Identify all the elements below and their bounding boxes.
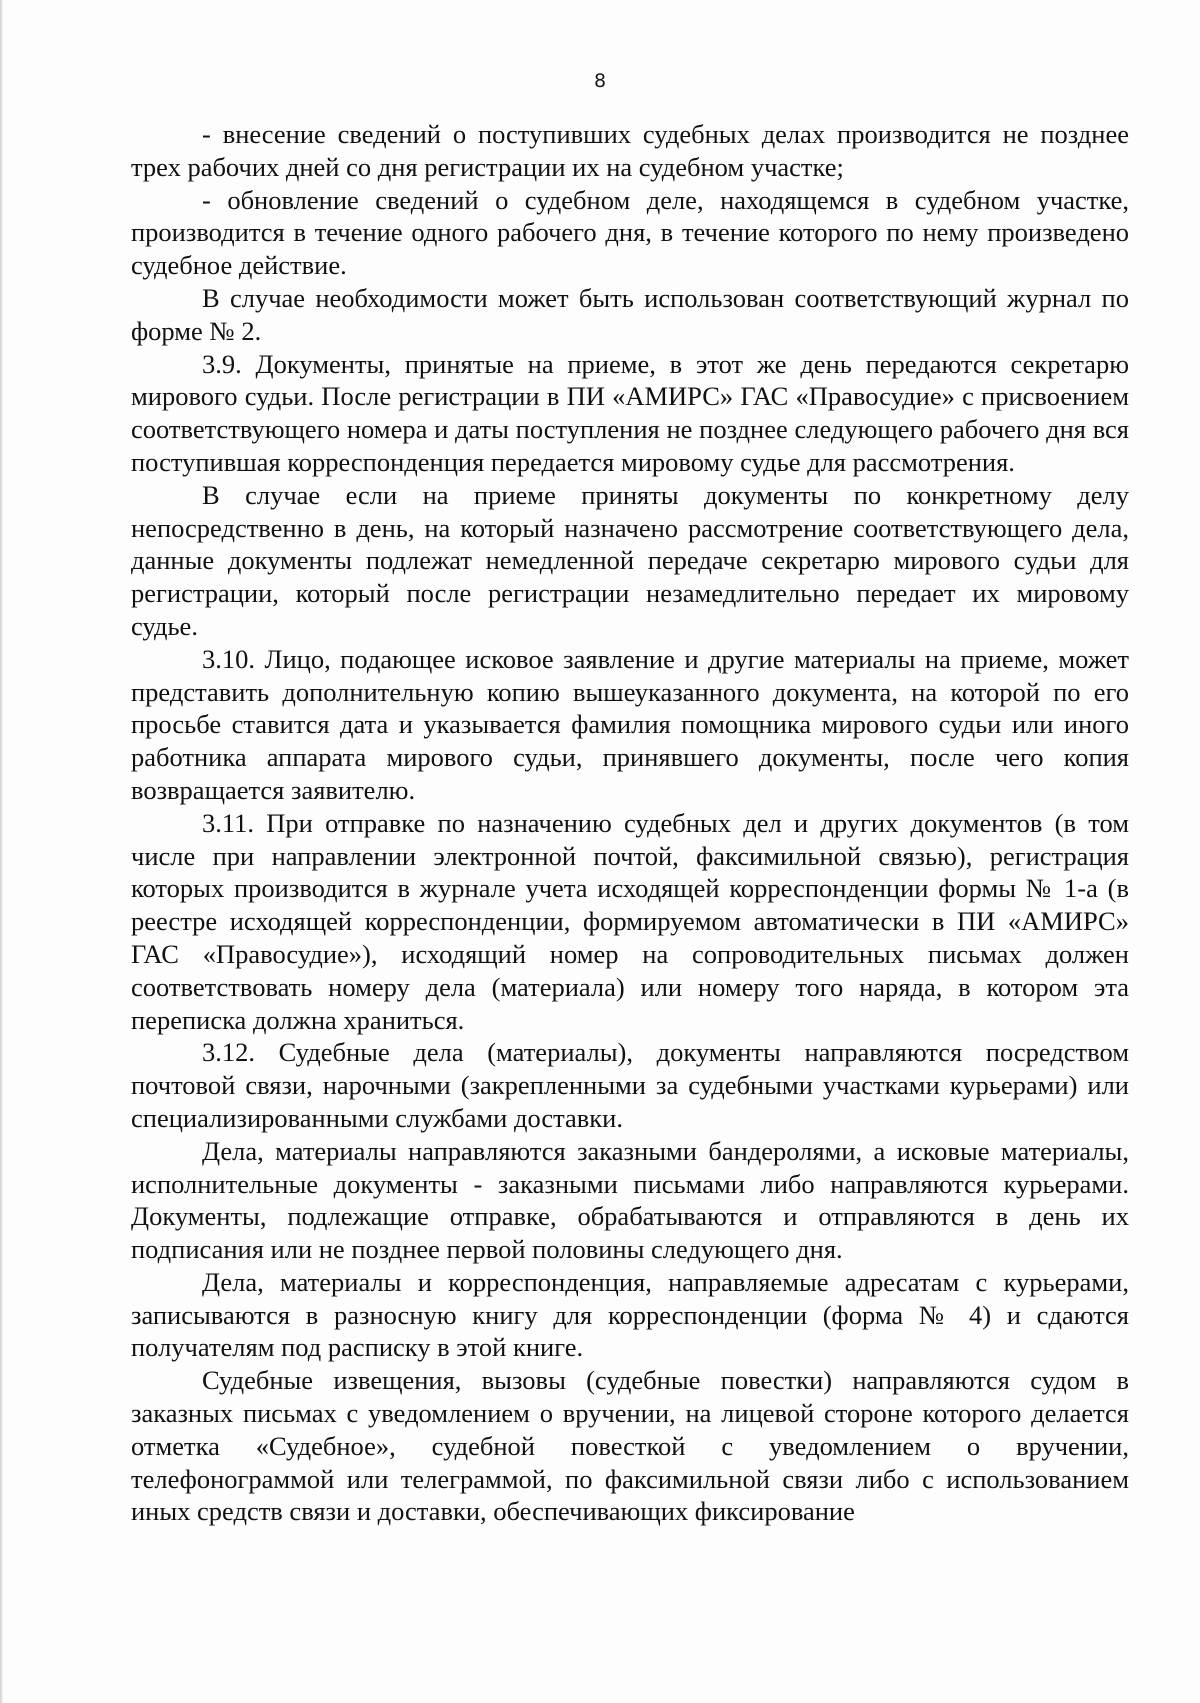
paragraph-section-3-12: 3.12. Судебные дела (материалы), документы направляются посредством почтовой связи, нарочными (закрепленными за судебными участками курьерами) или специализированными службами доставки. xyxy=(131,1037,1129,1133)
paragraph-section-3-10: 3.10. Лицо, подающее исковое заявление и другие материалы на приеме, может представить дополнительную копию вышеуказанного документа, на которой по его просьбе ставится дата и указывается фамилия помощника мирового судьи или иного работника аппарата мирового судьи, принявшего документы, после чего копия возвращается заявителю. xyxy=(131,643,1129,805)
page-number: 8 xyxy=(593,70,607,92)
paragraph-journal-form-2: В случае необходимости может быть использован соответствующий журнал по форме № 2. xyxy=(131,282,1129,346)
body-text xyxy=(131,118,1129,1528)
paragraph-section-3-9: 3.9. Документы, принятые на приеме, в этот же день передаются секретарю мирового судьи. После регистрации в ПИ «АМИРС» ГАС «Правосудие» с присвоением соответствующего номера и даты поступления не позднее следующего рабочего дня вся поступившая корреспонденция передается мировому судье для рассмотрения. xyxy=(131,348,1129,477)
paragraph-update-deadline: - обновление сведений о судебном деле, находящемся в судебном участке, производится в течение одного рабочего дня, в течение которого по нему произведено судебное действие. xyxy=(131,184,1129,281)
paragraph-court-notices: Судебные извещения, вызовы (судебные повестки) направляются судом в заказных письмах с уведомлением о вручении, на лицевой стороне которого делается отметка «Судебное», судебной повесткой с уведомлением о вручении, телефонограммой или телеграммой, по факсимильной связи либо с использованием иных средств связи и доставки, обеспечивающих фиксирование xyxy=(131,1365,1129,1527)
paragraph-same-day-documents: В случае если на приеме приняты документы по конкретному делу непосредственно в день, на который назначено рассмотрение соответствующего дела, данные документы подлежат немедленной передаче секретарю мирового судьи для регистрации, который после регистрации незамедлительно передает их мировому судье. xyxy=(131,479,1129,641)
paragraph-intake-deadline: - внесение сведений о поступивших судебных делах производится не позднее трех рабочих дней со дня регистрации их на судебном участке; xyxy=(131,119,1129,182)
paragraph-parcels-letters: Дела, материалы направляются заказными бандеролями, а исковые материалы, исполнительные документы - заказными письмами либо направляются курьерами. Документы, подлежащие отправке, обрабатываются и отправляются в день их подписания или не позднее первой половины следующего дня. xyxy=(131,1135,1129,1265)
paragraph-section-3-11: 3.11. При отправке по назначению судебных дел и других документов (в том числе при направлении электронной почтой, факсимильной связью), регистрация которых производится в журнале учета исходящей корреспонденции формы № 1-а (в реестре исходящей корреспонденции, формируемом автоматически в ПИ «АМИРС» ГАС «Правосудие»), исходящий номер на сопроводительных письмах должен соответствовать номеру дела (материала) или номеру того наряда, в котором эта переписка должна храниться. xyxy=(131,807,1129,1035)
paragraph-courier-book: Дела, материалы и корреспонденция, направляемые адресатам с курьерами, записываются в разносную книгу для корреспонденции (форма № 4) и сдаются получателям под расписку в этой книге. xyxy=(131,1266,1129,1363)
scan-edge xyxy=(0,0,3,1703)
